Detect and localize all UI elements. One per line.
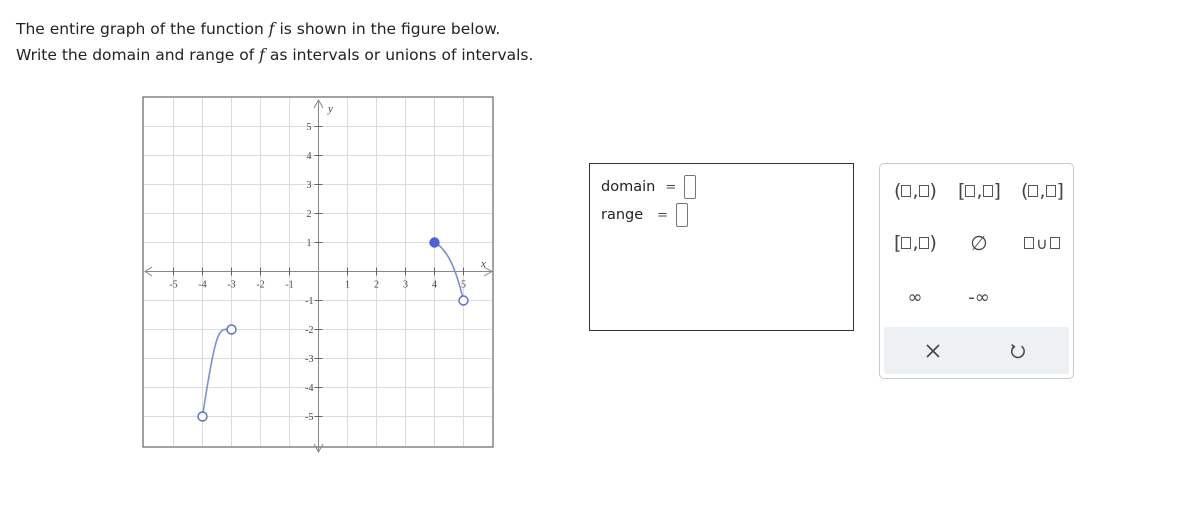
y-tick-label: 3	[306, 180, 312, 191]
x-tick-label: -3	[227, 279, 236, 291]
question-line-2-end: as intervals or unions of intervals.	[264, 46, 534, 64]
y-tick-label: -5	[305, 412, 314, 423]
infinity-button[interactable]: ∞	[907, 286, 923, 308]
y-tick-label: 1	[306, 238, 312, 249]
x-axis-label: x	[481, 258, 486, 270]
y-tick-label: -4	[305, 383, 314, 394]
question-line-1	[16, 16, 533, 42]
question-text	[16, 16, 533, 68]
range-row	[601, 203, 688, 227]
union-button[interactable]: ∪	[1011, 228, 1073, 258]
closed-endpoint	[430, 238, 439, 247]
graph-svg	[142, 96, 496, 460]
domain-label: domain	[601, 179, 656, 195]
undo-button[interactable]	[998, 336, 1036, 366]
palette-action-bar	[884, 327, 1069, 374]
question-line-1-start: The entire graph of the function	[16, 20, 269, 38]
y-tick-label: -3	[305, 354, 314, 365]
x-tick-label: 5	[461, 279, 466, 291]
x-tick-label: -4	[198, 279, 207, 291]
function-name: f	[259, 46, 265, 64]
negative-infinity-button[interactable]: -∞	[968, 286, 990, 308]
domain-input[interactable]	[684, 175, 696, 199]
function-graph	[142, 96, 496, 464]
open-endpoint	[459, 296, 468, 305]
x-tick-label: 2	[374, 279, 379, 291]
open-interval-button[interactable]: ( , )	[894, 180, 936, 202]
left-open-right-closed-interval-button[interactable]: ( , ]	[1021, 180, 1063, 202]
y-tick-label: 5	[306, 122, 312, 133]
open-endpoint	[227, 325, 236, 334]
x-tick-label: -1	[285, 279, 294, 291]
function-name: f	[268, 20, 275, 38]
close-icon	[926, 344, 940, 358]
answer-box	[589, 163, 854, 331]
domain-row	[601, 175, 696, 199]
x-tick-label: 3	[403, 279, 408, 291]
domain-equals: =	[665, 179, 677, 195]
clear-button[interactable]	[914, 336, 952, 366]
x-tick-label: -2	[256, 279, 265, 291]
y-tick-label: 4	[306, 151, 312, 162]
undo-icon	[1009, 343, 1026, 360]
x-tick-label: 4	[432, 279, 437, 291]
range-equals: =	[657, 207, 669, 223]
empty-set-button[interactable]: ∅	[970, 231, 988, 255]
question-line-2	[16, 42, 533, 68]
x-tick-label: -5	[169, 279, 178, 291]
closed-interval-button[interactable]: [ , ]	[958, 180, 1000, 202]
y-tick-label: -1	[305, 296, 314, 307]
left-closed-right-open-interval-button[interactable]: [ , )	[894, 232, 936, 254]
math-palette	[879, 163, 1074, 379]
y-axis-label: y	[328, 103, 333, 115]
range-label: range	[601, 207, 644, 223]
y-tick-label: -2	[305, 325, 314, 336]
open-endpoint	[198, 412, 207, 421]
range-input[interactable]	[676, 203, 688, 227]
question-line-1-end: is shown in the figure below.	[274, 20, 501, 38]
x-tick-label: 1	[345, 279, 350, 291]
y-tick-label: 2	[306, 209, 312, 220]
question-line-2-start: Write the domain and range of	[16, 46, 260, 64]
